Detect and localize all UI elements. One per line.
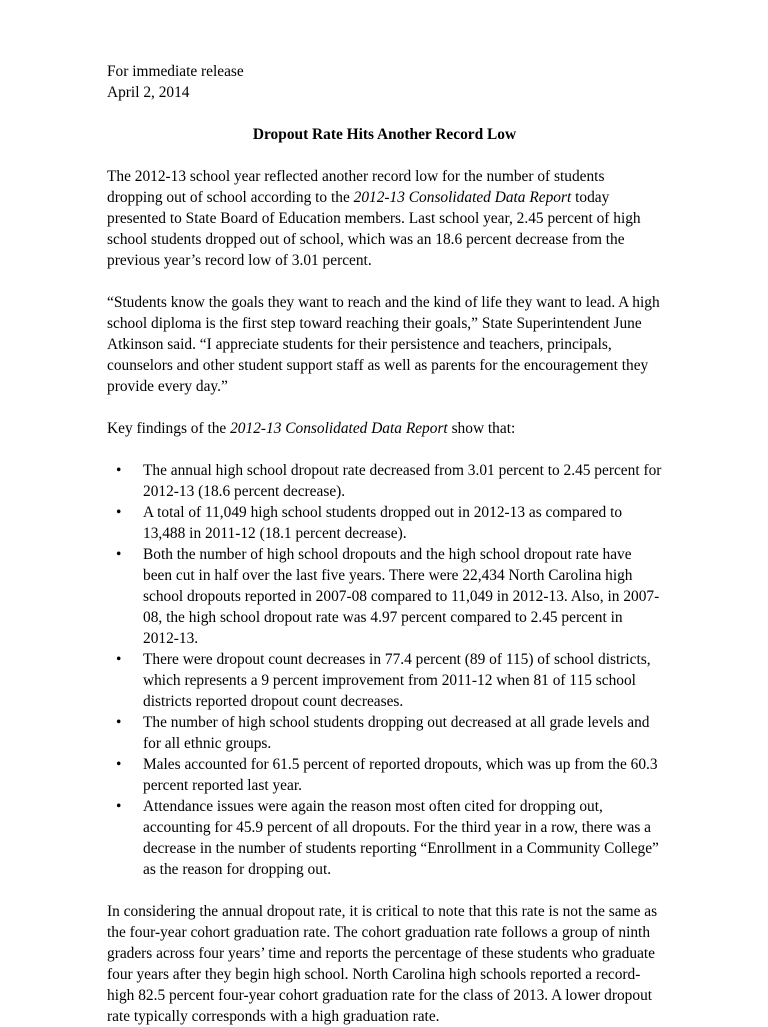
intro-report-title: 2012-13 Consolidated Data Report <box>353 189 572 206</box>
list-item <box>107 796 662 880</box>
bullet-icon: • <box>116 462 122 479</box>
release-info <box>107 61 662 103</box>
list-item <box>107 460 662 502</box>
bullet-icon: • <box>116 756 122 773</box>
findings-report-title: 2012-13 Consolidated Data Report <box>230 420 448 437</box>
finding-text: Males accounted for 61.5 percent of reported dropouts, which was up from the 60.3 percent reported last year. <box>143 756 658 794</box>
list-item <box>107 649 662 712</box>
bullet-icon: • <box>116 504 122 521</box>
finding-text: A total of 11,049 high school students dropped out in 2012-13 as compared to 13,488 in 2011-12 (18.1 percent decrease). <box>143 504 623 542</box>
list-item <box>107 712 662 754</box>
bullet-icon: • <box>116 798 122 815</box>
finding-text: Attendance issues were again the reason most often cited for dropping out, accounting for 45.9 percent of all dropouts. For the third year in a row, there was a decrease in the number of students reporting “Enrollment in a Community College” as the reason for dropping out. <box>143 798 659 878</box>
intro-text-start: The 2012-13 school year reflected another record low for the number of students dropping out of school according to the <box>107 168 605 206</box>
headline: Dropout Rate Hits Another Record Low <box>252 126 517 143</box>
bullet-icon: • <box>116 546 122 563</box>
press-release <box>107 61 662 1027</box>
closing-paragraph: In considering the annual dropout rate, it is critical to note that this rate is not the same as the four-year cohort graduation rate. The cohort graduation rate follows a group of ninth graders across four years’ time and reports the percentage of these students who graduate four years after they begin high school. North Carolina high schools reported a record-high 82.5 percent four-year cohort graduation rate for the class of 2013. A lower dropout rate typically corresponds with a high graduation rate. <box>107 903 658 1025</box>
bullet-icon: • <box>116 714 122 731</box>
bullet-icon: • <box>116 651 122 668</box>
finding-text: The annual high school dropout rate decreased from 3.01 percent to 2.45 percent for 2012-13 (18.6 percent decrease). <box>143 462 662 500</box>
finding-text: There were dropout count decreases in 77.4 percent (89 of 115) of school districts, which represents a 9 percent improvement from 2011-12 when 81 of 115 school districts reported dropout count decreases. <box>143 651 651 710</box>
findings-intro-end: show that: <box>447 420 516 437</box>
finding-text: Both the number of high school dropouts and the high school dropout rate have been cut in half over the last five years. There were 22,434 North Carolina high school dropouts reported in 2007-08 compared to 11,049 in 2012-13. Also, in 2007-08, the high school dropout rate was 4.97 percent compared to 2.45 percent in 2012-13. <box>143 546 660 647</box>
quote-paragraph: “Students know the goals they want to reach and the kind of life they want to lead. A high school diploma is the first step toward reaching their goals,” State Superintendent June Atkinson said. “I appreciate students for their persistence and teachers, principals, counselors and other student support staff as well as parents for the encouragement they provide every day.” <box>107 294 660 395</box>
finding-text: The number of high school students dropping out decreased at all grade levels and for all ethnic groups. <box>143 714 650 752</box>
list-item <box>107 502 662 544</box>
findings-intro <box>107 418 662 439</box>
intro-text-end: today presented to State Board of Education members. Last school year, 2.45 percent of high school students dropped out of school, which was an 18.6 percent decrease from the previous year’s record low of 3.01 percent. <box>107 189 641 269</box>
intro-paragraph <box>107 166 662 271</box>
findings-list <box>107 460 662 880</box>
release-label: For immediate release <box>107 63 244 80</box>
list-item <box>107 754 662 796</box>
release-date: April 2, 2014 <box>107 84 190 101</box>
findings-intro-start: Key findings of the <box>107 420 231 437</box>
list-item <box>107 544 662 649</box>
